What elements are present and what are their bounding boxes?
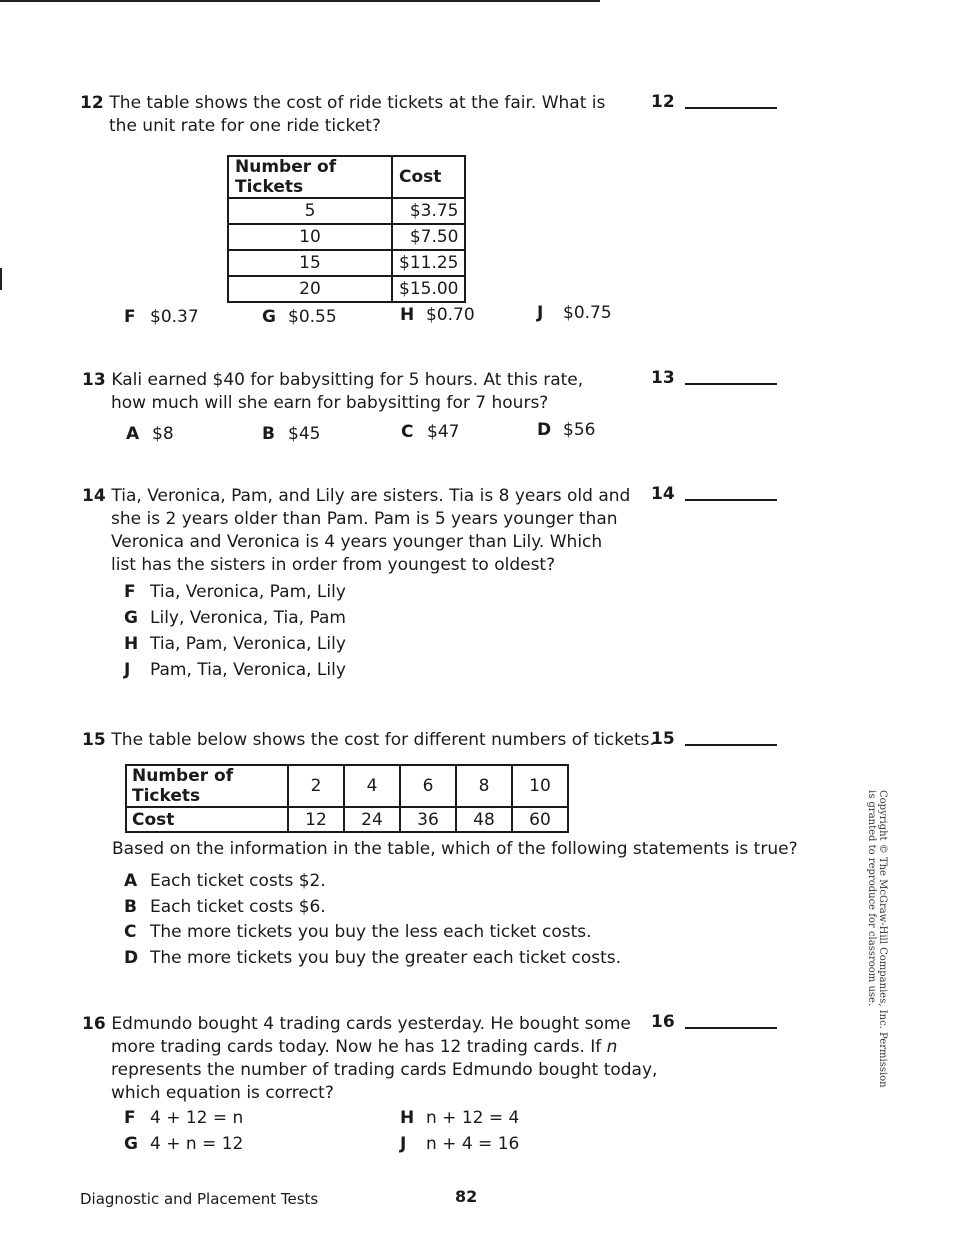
option-h[interactable] — [400, 305, 475, 325]
option-g[interactable] — [262, 307, 337, 327]
option-letter: G — [124, 608, 138, 628]
answer-blank-12[interactable] — [651, 92, 777, 112]
answer-blank-13[interactable] — [651, 368, 777, 388]
option-letter: G — [262, 307, 276, 327]
answer-line[interactable] — [685, 499, 777, 501]
option-d[interactable] — [537, 420, 595, 440]
option-letter: C — [401, 422, 414, 442]
question-text: represents the number of trading cards Edmundo bought today, — [111, 1060, 658, 1080]
table-cell: 2 — [288, 765, 344, 807]
page-number: 82 — [455, 1187, 478, 1206]
q15-table — [125, 764, 569, 833]
option-letter: H — [400, 305, 415, 325]
option-text: $0.75 — [563, 303, 612, 323]
question-text: Tia, Veronica, Pam, and Lily are sisters. Tia is 8 years old and — [111, 486, 631, 506]
table-cell: 36 — [400, 807, 456, 832]
table-cell: 48 — [456, 807, 512, 832]
option-b[interactable] — [124, 897, 326, 917]
answer-line[interactable] — [685, 1027, 777, 1029]
option-text: $0.70 — [426, 305, 475, 325]
answer-label: 15 — [651, 729, 675, 749]
answer-label: 14 — [651, 484, 675, 504]
option-text: $8 — [152, 424, 174, 444]
question-text: how much will she earn for babysitting for 7 hours? — [111, 393, 549, 413]
option-letter: G — [124, 1134, 138, 1154]
option-b[interactable] — [262, 424, 320, 444]
option-letter: C — [124, 922, 137, 942]
option-letter: J — [537, 303, 544, 323]
option-text: n + 12 = 4 — [426, 1108, 520, 1128]
question-number: 12 — [80, 93, 104, 113]
table-row — [228, 224, 465, 250]
option-j[interactable] — [537, 303, 612, 323]
option-g[interactable] — [124, 1134, 243, 1154]
question-text: The table shows the cost of ride tickets at the fair. What is — [109, 93, 606, 113]
table-header: Number of Tickets — [126, 765, 288, 807]
table-header: Cost — [126, 807, 288, 832]
option-text: Tia, Pam, Veronica, Lily — [150, 634, 346, 654]
option-j[interactable] — [124, 660, 346, 680]
answer-label: 13 — [651, 368, 675, 388]
answer-label: 16 — [651, 1012, 675, 1032]
copyright-line: Copyright © The McGraw-Hill Companies, Inc. Permission — [877, 790, 888, 1088]
question-14 — [82, 485, 630, 577]
option-h[interactable] — [124, 634, 346, 654]
question-number: 14 — [82, 486, 106, 506]
table-row — [126, 807, 568, 832]
question-text: The table below shows the cost for different numbers of tickets. — [111, 730, 655, 750]
answer-blank-15[interactable] — [651, 729, 777, 749]
option-letter: B — [262, 424, 275, 444]
table-cell: 20 — [228, 276, 392, 302]
option-letter: H — [400, 1108, 415, 1128]
table-header: Number of Tickets — [228, 156, 392, 198]
q12-table — [227, 155, 466, 303]
table-row — [228, 250, 465, 276]
table-cell: 10 — [228, 224, 392, 250]
table-cell: 15 — [228, 250, 392, 276]
table-cell: 12 — [288, 807, 344, 832]
option-letter: A — [126, 424, 140, 444]
copyright-notice — [866, 790, 888, 1088]
option-g[interactable] — [124, 608, 346, 628]
table-cell: $3.75 — [392, 198, 465, 224]
option-text: Each ticket costs $2. — [150, 871, 326, 891]
question-text: list has the sisters in order from youngest to oldest? — [111, 555, 556, 575]
question-number: 16 — [82, 1014, 106, 1034]
answer-line[interactable] — [685, 107, 777, 109]
question-number: 13 — [82, 370, 106, 390]
option-c[interactable] — [401, 422, 459, 442]
question-text: she is 2 years older than Pam. Pam is 5 years younger than — [111, 509, 618, 529]
option-letter: D — [537, 420, 552, 440]
table-cell: 8 — [456, 765, 512, 807]
option-letter: F — [124, 307, 136, 327]
option-text: $56 — [563, 420, 596, 440]
question-prompt: Based on the information in the table, which of the following statements is true? — [112, 839, 798, 859]
option-d[interactable] — [124, 948, 621, 968]
table-row — [228, 198, 465, 224]
option-text: $0.55 — [288, 307, 337, 327]
table-cell: $7.50 — [392, 224, 465, 250]
option-letter: A — [124, 871, 138, 891]
option-text: 4 + n = 12 — [150, 1134, 244, 1154]
option-f[interactable] — [124, 1108, 243, 1128]
answer-blank-14[interactable] — [651, 484, 777, 504]
answer-label: 12 — [651, 92, 675, 112]
option-text: $0.37 — [150, 307, 199, 327]
table-cell: 5 — [228, 198, 392, 224]
option-text: n + 4 = 16 — [426, 1134, 520, 1154]
option-f[interactable] — [124, 582, 346, 602]
option-j[interactable] — [400, 1134, 519, 1154]
copyright-line: is granted to reproduce for classroom use. — [866, 790, 877, 1007]
table-cell: 10 — [512, 765, 568, 807]
table-row — [126, 765, 568, 807]
option-text: Pam, Tia, Veronica, Lily — [150, 660, 346, 680]
option-letter: F — [124, 582, 136, 602]
question-text: Edmundo bought 4 trading cards yesterday. He bought some — [111, 1014, 631, 1034]
question-number: 15 — [82, 730, 106, 750]
option-letter: J — [124, 660, 131, 680]
question-text: more trading cards today. Now he has 12 trading cards. If — [111, 1037, 607, 1057]
option-c[interactable] — [124, 922, 592, 942]
question-13 — [82, 369, 583, 415]
question-12 — [80, 92, 605, 138]
option-text: The more tickets you buy the greater each ticket costs. — [150, 948, 622, 968]
table-cell: 24 — [344, 807, 400, 832]
option-text: Lily, Veronica, Tia, Pam — [150, 608, 346, 628]
option-letter: F — [124, 1108, 136, 1128]
question-text: Veronica and Veronica is 4 years younger than Lily. Which — [111, 532, 603, 552]
option-a[interactable] — [124, 871, 326, 891]
answer-line[interactable] — [685, 383, 777, 385]
option-a[interactable] — [126, 424, 174, 444]
option-text: Tia, Veronica, Pam, Lily — [150, 582, 346, 602]
footer-title: Diagnostic and Placement Tests — [80, 1190, 319, 1208]
option-text: $47 — [427, 422, 460, 442]
table-header: Cost — [392, 156, 465, 198]
question-16 — [82, 1013, 657, 1105]
answer-line[interactable] — [685, 744, 777, 746]
option-text: 4 + 12 = n — [150, 1108, 244, 1128]
table-cell: 6 — [400, 765, 456, 807]
option-letter: H — [124, 634, 139, 654]
table-cell: $15.00 — [392, 276, 465, 302]
question-text: which equation is correct? — [111, 1083, 334, 1103]
top-rule — [0, 0, 600, 2]
option-f[interactable] — [124, 307, 199, 327]
option-text: Each ticket costs $6. — [150, 897, 326, 917]
table-cell: $11.25 — [392, 250, 465, 276]
option-text: $45 — [288, 424, 321, 444]
option-text: The more tickets you buy the less each ticket costs. — [150, 922, 592, 942]
option-h[interactable] — [400, 1108, 519, 1128]
question-15 — [82, 729, 655, 752]
question-text: Kali earned $40 for babysitting for 5 hours. At this rate, — [111, 370, 584, 390]
question-text: the unit rate for one ride ticket? — [109, 116, 381, 136]
option-letter: B — [124, 897, 137, 917]
table-row — [228, 276, 465, 302]
option-letter: J — [400, 1134, 407, 1154]
table-cell: 4 — [344, 765, 400, 807]
table-cell: 60 — [512, 807, 568, 832]
variable-n: n — [606, 1037, 618, 1057]
margin-mark — [0, 268, 2, 290]
option-letter: D — [124, 948, 139, 968]
answer-blank-16[interactable] — [651, 1012, 777, 1032]
